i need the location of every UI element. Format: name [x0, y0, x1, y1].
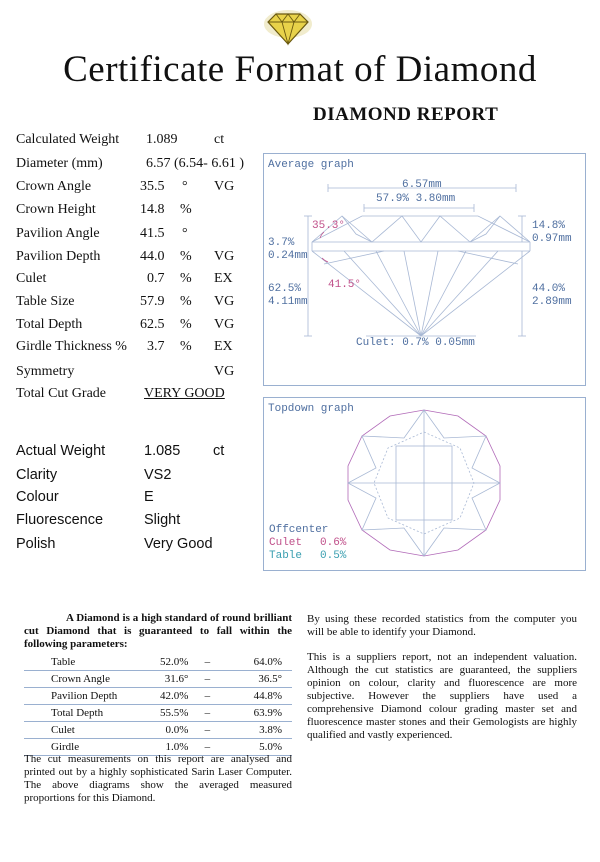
spec-value: 41.5 — [140, 226, 165, 241]
table-row — [24, 654, 292, 671]
param-max: 36.5° — [222, 671, 292, 688]
girdle-mm-label: 0.24mm — [268, 250, 308, 262]
property-unit: ct — [213, 443, 225, 459]
spec-grade: VG — [214, 294, 235, 309]
param-sep: – — [192, 671, 222, 688]
param-sep: – — [192, 722, 222, 739]
spec-row-calculated-weight — [16, 132, 261, 152]
parameters-table — [24, 654, 292, 756]
offcenter-table-label: Table — [269, 550, 303, 562]
spec-label: Calculated Weight — [16, 132, 120, 147]
offcenter-culet-label: Culet — [269, 537, 303, 549]
spec-value: 62.5 — [140, 317, 165, 332]
property-value: E — [144, 489, 154, 505]
spec-label: Total Depth — [16, 317, 83, 332]
guarantee-intro: A Diamond is a high standard of round brilliant cut Diamond that is guaranteed to fall within the following parameters: — [24, 612, 292, 650]
param-min: 42.0% — [131, 688, 193, 705]
spec-unit: % — [180, 339, 192, 354]
spec-value: 44.0 — [140, 249, 165, 264]
spec-grade: VG — [214, 317, 235, 332]
property-label: Fluorescence — [16, 512, 104, 528]
topdown-graph-title: Topdown graph — [268, 403, 354, 415]
spec-label: Pavilion Angle — [16, 226, 100, 241]
param-max: 64.0% — [222, 654, 292, 671]
spec-grade: EX — [214, 339, 233, 354]
param-min: 1.0% — [131, 739, 193, 756]
spec-grade: VG — [214, 364, 235, 379]
total-cut-value: VERY GOOD — [144, 386, 225, 401]
property-value: Slight — [144, 512, 181, 528]
spec-unit: % — [180, 202, 192, 217]
total-depth-mm-label: 4.11mm — [268, 296, 308, 308]
param-sep: – — [192, 705, 222, 722]
property-value: VS2 — [144, 467, 172, 483]
diameter-label: 6.57mm — [402, 179, 442, 191]
param-min: 0.0% — [131, 722, 193, 739]
spec-row-pavilion-angle — [16, 226, 261, 246]
spec-row-pavilion-depth — [16, 249, 261, 269]
crown-height-pct-label: 14.8% — [532, 220, 566, 232]
param-max: 63.9% — [222, 705, 292, 722]
total-cut-label: Total Cut Grade — [16, 386, 106, 401]
spec-value: 3.7 — [147, 339, 165, 354]
topdown-graph-diagram — [264, 398, 585, 570]
table-row — [24, 722, 292, 739]
table-row — [24, 671, 292, 688]
spec-row-crown-angle — [16, 179, 261, 199]
table-row — [24, 705, 292, 722]
topdown-graph-panel — [263, 397, 586, 571]
spec-row-diameter — [16, 156, 276, 176]
spec-grade: VG — [214, 249, 235, 264]
param-max: 5.0% — [222, 739, 292, 756]
measurements-note: The cut measurements on this report are analysed and printed out by a highly sophisticated Sarin Laser Computer. The above diagrams show the averaged measured proportions for this Diamond. — [24, 753, 292, 804]
param-sep: – — [192, 739, 222, 756]
spec-label: Crown Angle — [16, 179, 92, 194]
param-min: 55.5% — [131, 705, 193, 722]
param-max: 44.8% — [222, 688, 292, 705]
suppliers-note: This is a suppliers report, not an independent valuation. Although the cut statistics are guaranteed, the suppliers opinion on colour, clarity and fluorescence are more subjective. However the suppliers have used a comprehensive Diamond colour grading master set and fluorescence master stones and their Gemologists are highly qualified and vastly experienced. — [307, 651, 577, 741]
param-sep: – — [192, 654, 222, 671]
spec-value: 1.089 — [146, 132, 178, 147]
spec-label: Culet — [16, 271, 47, 286]
spec-value: 57.9 — [140, 294, 165, 309]
crown-angle-label: 35.3° — [312, 220, 346, 232]
property-label: Polish — [16, 536, 56, 552]
total-depth-pct-label: 62.5% — [268, 283, 302, 295]
param-name: Total Depth — [24, 705, 131, 722]
spec-label: Girdle Thickness % — [16, 339, 127, 354]
spec-label: Diameter (mm) — [16, 156, 103, 171]
spec-row-table-size — [16, 294, 261, 314]
pavilion-depth-pct-label: 44.0% — [532, 283, 566, 295]
page-title: Certificate Format of Diamond — [63, 49, 537, 90]
spec-unit: % — [180, 271, 192, 286]
spec-label: Symmetry — [16, 364, 75, 379]
pavilion-depth-mm-label: 2.89mm — [532, 296, 572, 308]
spec-grade: EX — [214, 271, 233, 286]
param-min: 52.0% — [131, 654, 193, 671]
table-row — [24, 688, 292, 705]
spec-label: Table Size — [16, 294, 75, 309]
spec-value: 14.8 — [140, 202, 165, 217]
offcenter-label: Offcenter — [269, 524, 329, 536]
param-name: Crown Angle — [24, 671, 131, 688]
average-graph-panel — [263, 153, 586, 386]
spec-unit: ct — [214, 132, 225, 147]
spec-row-total-depth — [16, 317, 261, 337]
spec-unit: % — [180, 249, 192, 264]
property-value: Very Good — [144, 536, 213, 552]
pavilion-angle-label: 41.5° — [328, 279, 362, 291]
spec-unit: ° — [182, 179, 188, 194]
spec-row-culet — [16, 271, 261, 291]
spec-unit: % — [180, 294, 192, 309]
identify-note: By using these recorded statistics from the computer you will be able to identify your Diamond. — [307, 613, 577, 638]
param-name: Table — [24, 654, 131, 671]
average-graph-title: Average graph — [268, 159, 354, 171]
param-sep: – — [192, 688, 222, 705]
property-label: Clarity — [16, 467, 58, 483]
girdle-pct-label: 3.7% — [268, 237, 295, 249]
spec-label: Crown Height — [16, 202, 96, 217]
offcenter-table-value: 0.5% — [320, 550, 347, 562]
spec-row-crown-height — [16, 202, 261, 222]
total-cut-grade-row — [16, 386, 261, 406]
param-max: 3.8% — [222, 722, 292, 739]
property-label: Colour — [16, 489, 59, 505]
spec-row-girdle-thickness — [16, 339, 261, 359]
spec-unit: ° — [182, 226, 188, 241]
spec-unit: % — [180, 317, 192, 332]
spec-value: 0.7 — [147, 271, 165, 286]
diamond-logo-icon — [262, 8, 314, 48]
spec-row-symmetry — [16, 364, 261, 384]
spec-value: 35.5 — [140, 179, 165, 194]
spec-value: 6.57 (6.54- 6.61 ) — [146, 156, 244, 171]
table-label: 57.9% 3.80mm — [376, 193, 456, 205]
report-title: DIAMOND REPORT — [313, 104, 499, 125]
param-min: 31.6° — [131, 671, 193, 688]
param-name: Culet — [24, 722, 131, 739]
offcenter-culet-value: 0.6% — [320, 537, 347, 549]
property-value: 1.085 — [144, 443, 181, 459]
crown-height-mm-label: 0.97mm — [532, 233, 572, 245]
culet-label: Culet: 0.7% 0.05mm — [356, 337, 475, 349]
spec-label: Pavilion Depth — [16, 249, 101, 264]
spec-grade: VG — [214, 179, 235, 194]
param-name: Pavilion Depth — [24, 688, 131, 705]
property-label: Actual Weight — [16, 443, 106, 459]
param-name: Girdle — [24, 739, 131, 756]
